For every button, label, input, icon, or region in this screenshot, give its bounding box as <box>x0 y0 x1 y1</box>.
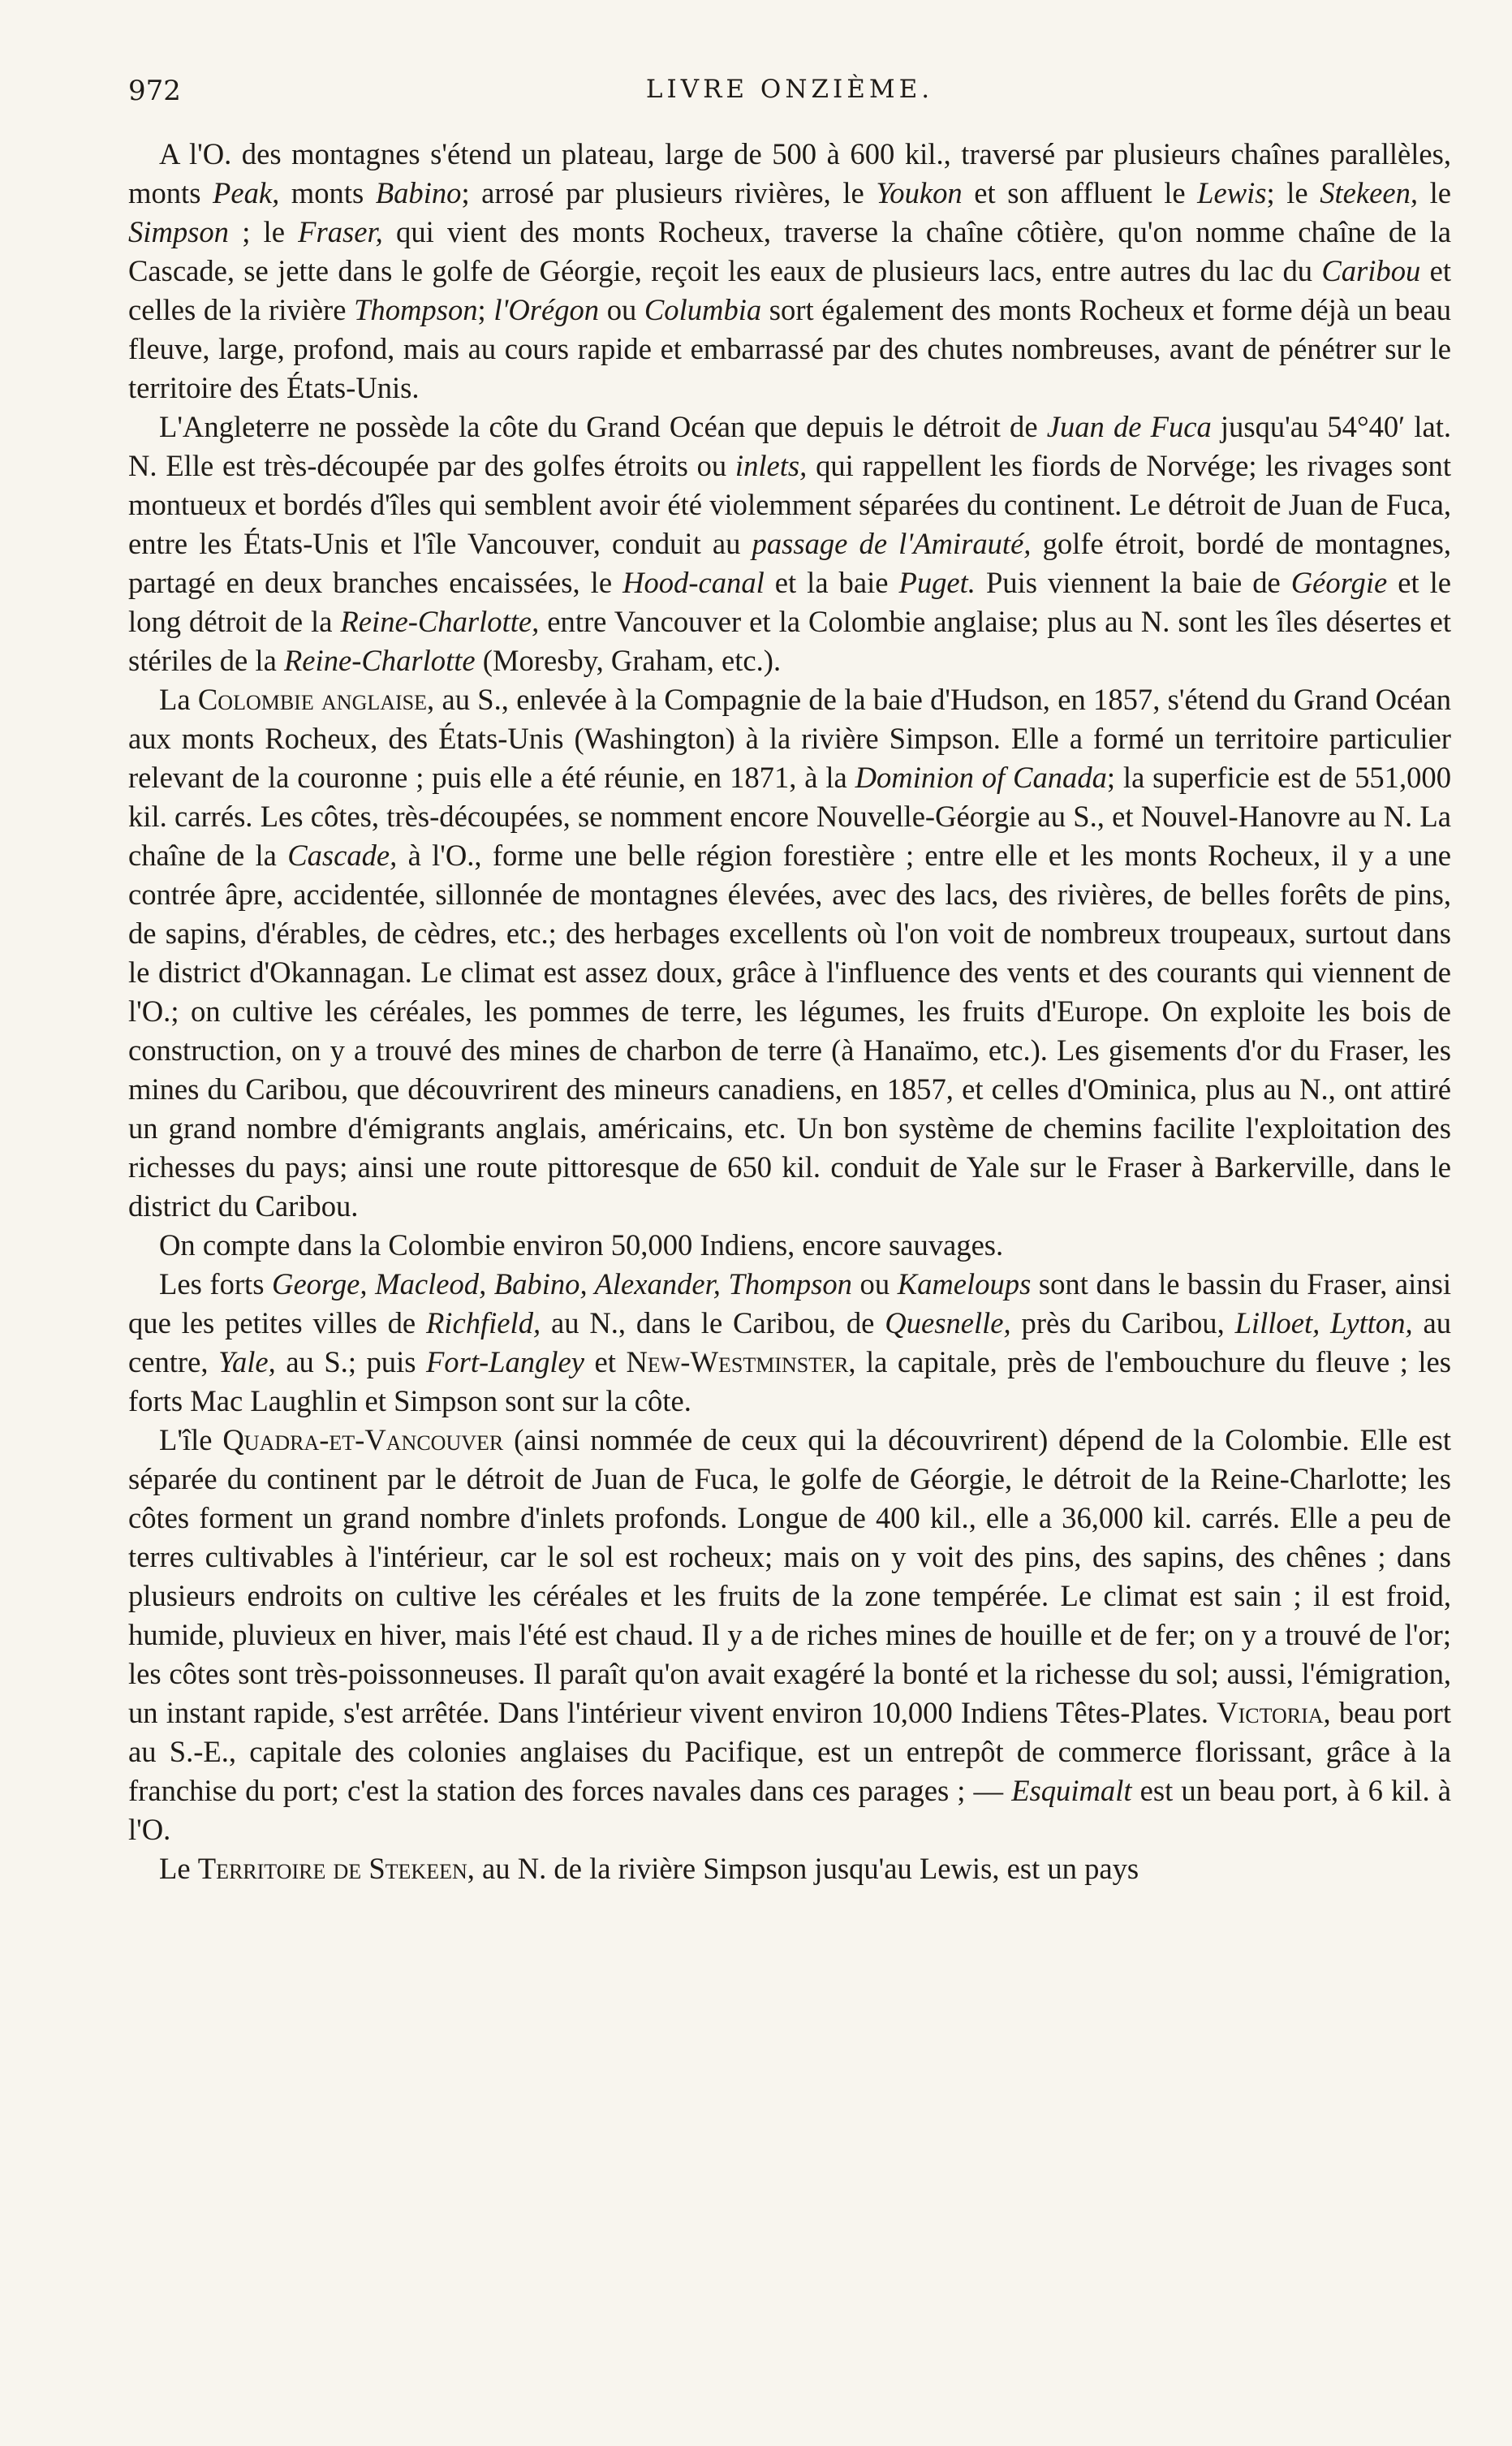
text-run: est un beau port, à 6 kil. à l'O. <box>128 1774 1452 1846</box>
italic-text: Fort-Langley <box>425 1345 585 1378</box>
text-run: La <box>159 683 198 716</box>
text-run: jusqu'au 54°40′ lat. N. Elle est très-découpée par des golfes étroits ou <box>128 410 1452 482</box>
body-text <box>128 135 1451 1888</box>
italic-text: Quesnelle, <box>885 1306 1011 1339</box>
italic-text: Esquimalt <box>1011 1774 1132 1807</box>
text-run: ou <box>599 293 644 326</box>
text-run: à l'O., forme une belle région forestière ; entre elle et les monts Rocheux, il y a une contrée âpre, accidentée, sillonnée de montagnes élevées, avec des lacs, des rivières, de belles forêts de pins, de sapins, d'érables, de cèdres, etc.; des herbages excellents où l'on voit de nombreux troupeaux, surtout dans le district d'Okannagan. Le climat est assez doux, grâce à l'influence des vents et des courants qui viennent de l'O.; on cultive les céréales, les pommes de terre, les légumes, les fruits d'Europe. On exploite les bois de construction, on y a trouvé des mines de charbon de terre (à Hanaïmo, etc.). Les gisements d'or du Fraser, les mines du Caribou, que découvrirent des mineurs canadiens, en 1857, et celles d'Ominica, plus au N., ont attiré un grand nombre d'émigrants anglais, américains, etc. Un bon système de chemins facilite l'exploitation des richesses du pays; ainsi une route pittoresque de 650 kil. conduit de Yale sur le Fraser à Barkerville, dans le district du Caribou. <box>128 839 1451 1223</box>
small-caps-text: Territoire de Stekeen, <box>197 1852 475 1885</box>
text-run: ; la superficie est de 551,000 kil. carrés. Les côtes, très-découpées, se nomment encore Nouvelle-Géorgie au S., et Nouvel-Hanovre au N. La chaîne de la <box>128 761 1451 872</box>
italic-text: Yale, <box>218 1345 276 1378</box>
italic-text: Babino <box>375 176 462 209</box>
text-run: ; <box>477 293 494 326</box>
text-run: qui rappellent les fiords de Norvége; les rivages sont montueux et bordés d'îles qui semblent avoir été violemment séparées du continent. Le détroit de Juan de Fuca, entre les États-Unis et l'île Vancouver, conduit au <box>128 449 1451 560</box>
page-number: 972 <box>128 75 181 107</box>
text-run: On compte dans la Colombie environ 50,000 Indiens, encore sauvages. <box>159 1228 1004 1262</box>
text-run: Les forts <box>159 1267 273 1301</box>
italic-text: inlets, <box>734 449 808 482</box>
small-caps-text: Quadra-et-Vancouver <box>222 1423 504 1456</box>
text-run: près du Caribou, <box>1010 1306 1235 1339</box>
text-run: golfe étroit, bordé de montagnes, partagé en deux branches encaissées, le <box>128 527 1452 599</box>
text-run: au N. de la rivière Simpson jusqu'au Lewis, est un pays <box>474 1852 1139 1885</box>
text-run: A l'O. des montagnes s'étend un plateau, large de 500 à 600 kil., traversé par plusieurs chaînes parallèles, monts <box>128 137 1451 209</box>
paragraph <box>128 1265 1451 1421</box>
paragraph <box>128 1226 1451 1265</box>
italic-text: Fraser, <box>298 215 383 248</box>
page-header <box>128 75 1451 115</box>
paragraph <box>128 408 1451 680</box>
italic-text: Caribou <box>1321 254 1421 287</box>
text-run: Le <box>159 1852 198 1885</box>
text-run: ; arrosé par plusieurs rivières, le <box>461 176 877 209</box>
text-run: Puis viennent la baie de <box>975 566 1291 599</box>
italic-text: passage de l'Amirauté, <box>752 527 1032 560</box>
italic-text: Cascade, <box>287 839 398 872</box>
small-caps-text: Colombie anglaise, <box>197 683 435 716</box>
italic-text: Youkon <box>876 176 963 209</box>
text-run: qui vient des monts Rocheux, traverse la chaîne côtière, qu'on nomme chaîne de la Cascade, se jette dans le golfe de Géorgie, reçoit les eaux de plusieurs lacs, entre autres du lac du <box>128 215 1451 287</box>
italic-text: Dominion of Canada <box>855 761 1107 794</box>
text-run: monts <box>279 176 376 209</box>
italic-text: Hood-canal <box>622 566 765 599</box>
text-run: et celles de la rivière <box>128 254 1451 326</box>
paragraph <box>128 1849 1451 1888</box>
text-run: et <box>584 1345 627 1378</box>
text-run: ; le <box>228 215 299 248</box>
running-title: LIVRE ONZIÈME. <box>645 75 934 104</box>
text-run: le <box>1418 176 1451 209</box>
italic-text: Peak, <box>212 176 280 209</box>
italic-text: George, Macleod, Babino, Alexander, Thompson <box>272 1267 852 1301</box>
text-run: (ainsi nommée de ceux qui la découvrirent) dépend de la Colombie. Elle est séparée du continent par le détroit de Juan de Fuca, le golfe de Géorgie, le détroit de la Reine-Charlotte; les côtes forment un grand nombre d'inlets profonds. Longue de 400 kil., elle a 36,000 kil. carrés. Elle a peu de terres cultivables à l'intérieur, car le sol est rocheux; mais on y voit des pins, des sapins, des chênes ; dans plusieurs endroits on cultive les céréales et les fruits de la zone tempérée. Le climat est sain ; il est froid, humide, pluvieux en hiver, mais l'été est chaud. Il y a de riches mines de houille et de fer; on y a trouvé de l'or; les côtes sont très-poissonneuses. Il paraît qu'on avait exagéré la bonté et la richesse du sol; aussi, l'émigration, un instant rapide, s'est arrêtée. Dans l'intérieur vivent environ 10,000 Indiens Têtes-Plates. <box>128 1423 1451 1729</box>
italic-text: Reine-Charlotte <box>283 644 476 677</box>
italic-text: Géorgie <box>1290 566 1388 599</box>
paragraph <box>128 135 1451 408</box>
text-run: la capitale, près de l'embouchure du fleuve ; les forts Mac Laughlin et Simpson sont sur la côte. <box>128 1345 1451 1417</box>
italic-text: Kameloups <box>897 1267 1032 1301</box>
text-run: au S.; puis <box>275 1345 426 1378</box>
text-run: au N., dans le Caribou, de <box>541 1306 885 1339</box>
text-run: ; le <box>1266 176 1320 209</box>
italic-text: Stekeen, <box>1320 176 1419 209</box>
italic-text: Thompson <box>354 293 478 326</box>
italic-text: Richfield, <box>425 1306 541 1339</box>
italic-text: l'Orégon <box>493 293 600 326</box>
text-run: et la baie <box>764 566 899 599</box>
text-run: beau port au S.-E., capitale des colonies anglaises du Pacifique, est un entrepôt de commerce florissant, grâce à la franchise du port; c'est la station des forces navales dans ces parages ; — <box>128 1696 1451 1807</box>
text-run: L'Angleterre ne possède la côte du Grand Océan que depuis le détroit de <box>159 410 1047 443</box>
text-run: sort également des monts Rocheux et forme déjà un beau fleuve, large, profond, mais au cours rapide et embarrassé par des chutes nombreuses, avant de pénétrer sur le territoire des États-Unis. <box>128 293 1451 404</box>
paragraph <box>128 1421 1451 1849</box>
text-run: au centre, <box>128 1306 1452 1378</box>
text-run: (Moresby, Graham, etc.). <box>475 644 782 677</box>
text-run: et son affluent le <box>962 176 1198 209</box>
italic-text: Puget. <box>898 566 976 599</box>
paragraph <box>128 680 1451 1226</box>
italic-text: Lewis <box>1197 176 1267 209</box>
italic-text: Columbia <box>644 293 762 326</box>
text-run: L'île <box>159 1423 223 1456</box>
italic-text: Simpson <box>128 215 229 248</box>
italic-text: Juan de Fuca <box>1046 410 1212 443</box>
small-caps-text: Victoria, <box>1217 1696 1331 1729</box>
text-run: entre Vancouver et la Colombie anglaise; plus au N. sont les îles désertes et stériles de la <box>128 605 1451 677</box>
small-caps-text: New-Westminster, <box>626 1345 856 1378</box>
text-run: sont dans le bassin du Fraser, ainsi que les petites villes de <box>128 1267 1451 1339</box>
text-run: au S., enlevée à la Compagnie de la baie d'Hudson, en 1857, s'étend du Grand Océan aux monts Rocheux, des États-Unis (Washington) à la rivière Simpson. Elle a formé un territoire particulier relevant de la couronne ; puis elle a été réunie, en 1871, à la <box>128 683 1451 794</box>
text-run: ou <box>851 1267 898 1301</box>
italic-text: Reine-Charlotte, <box>340 605 540 638</box>
italic-text: Lilloet, Lytton, <box>1234 1306 1413 1339</box>
text-run: et le long détroit de la <box>128 566 1452 638</box>
